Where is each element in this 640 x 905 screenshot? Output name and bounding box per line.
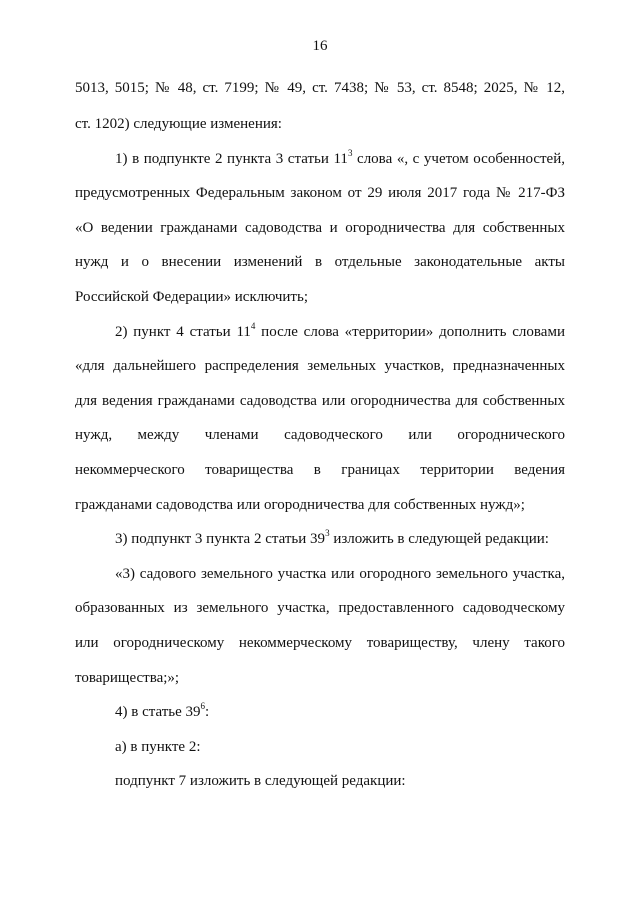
text-line: 5013, 5015; № 48, ст. 7199; № 49, ст. 7438; № 53, ст. 8548; 2025, № 12, bbox=[75, 80, 565, 96]
text-line: «3) садового земельного участка или огородного земельного участка, bbox=[115, 566, 565, 582]
text-line: предусмотренных Федеральным законом от 29 июля 2017 года № 217-ФЗ bbox=[75, 185, 565, 201]
superscript: 4 bbox=[250, 321, 256, 331]
text-line: Российской Федерации» исключить; bbox=[75, 289, 308, 305]
text-line: ст. 1202) следующие изменения: bbox=[75, 116, 282, 132]
superscript: 3 bbox=[325, 528, 330, 538]
text-line: гражданами садоводства или огородничества для собственных нужд»; bbox=[75, 497, 525, 513]
text-line: или огородническому некоммерческому товариществу, члену такого bbox=[75, 635, 565, 651]
text-line: 4) в статье $39^6$: bbox=[115, 701, 210, 720]
page-number: 16 bbox=[312, 38, 328, 54]
text-line: 1) в подпункте 2 пункта 3 статьи $11^3$ слова «, с учетом особенностей, bbox=[115, 148, 565, 167]
text-line: некоммерческого товарищества в границах территории ведения bbox=[75, 462, 565, 478]
text-line: для ведения гражданами садоводства или огородничества для собственных bbox=[75, 393, 565, 409]
text-line: товарищества;»; bbox=[75, 670, 180, 686]
text-line: а) в пункте 2: bbox=[115, 739, 201, 755]
text-line: нужд и о внесении изменений в отдельные законодательные акты bbox=[75, 254, 565, 270]
superscript: 6 bbox=[200, 701, 206, 711]
text-line: «О ведении гражданами садоводства и огородничества для собственных bbox=[75, 220, 565, 236]
text-line: нужд, между членами садоводческого или огороднического bbox=[75, 427, 565, 443]
text-line: 3) подпункт 3 пункта 2 статьи $39^3$ изложить в следующей редакции: bbox=[115, 528, 549, 547]
superscript: 3 bbox=[347, 148, 353, 158]
text-line: «для дальнейшего распределения земельных участков, предназначенных bbox=[75, 358, 565, 374]
text-line: 2) пункт 4 статьи $11^4$ после слова «территории» дополнить словами bbox=[115, 321, 565, 340]
text-line: образованных из земельного участка, предоставленного садоводческому bbox=[75, 600, 565, 616]
text-line: подпункт 7 изложить в следующей редакции: bbox=[115, 773, 406, 789]
